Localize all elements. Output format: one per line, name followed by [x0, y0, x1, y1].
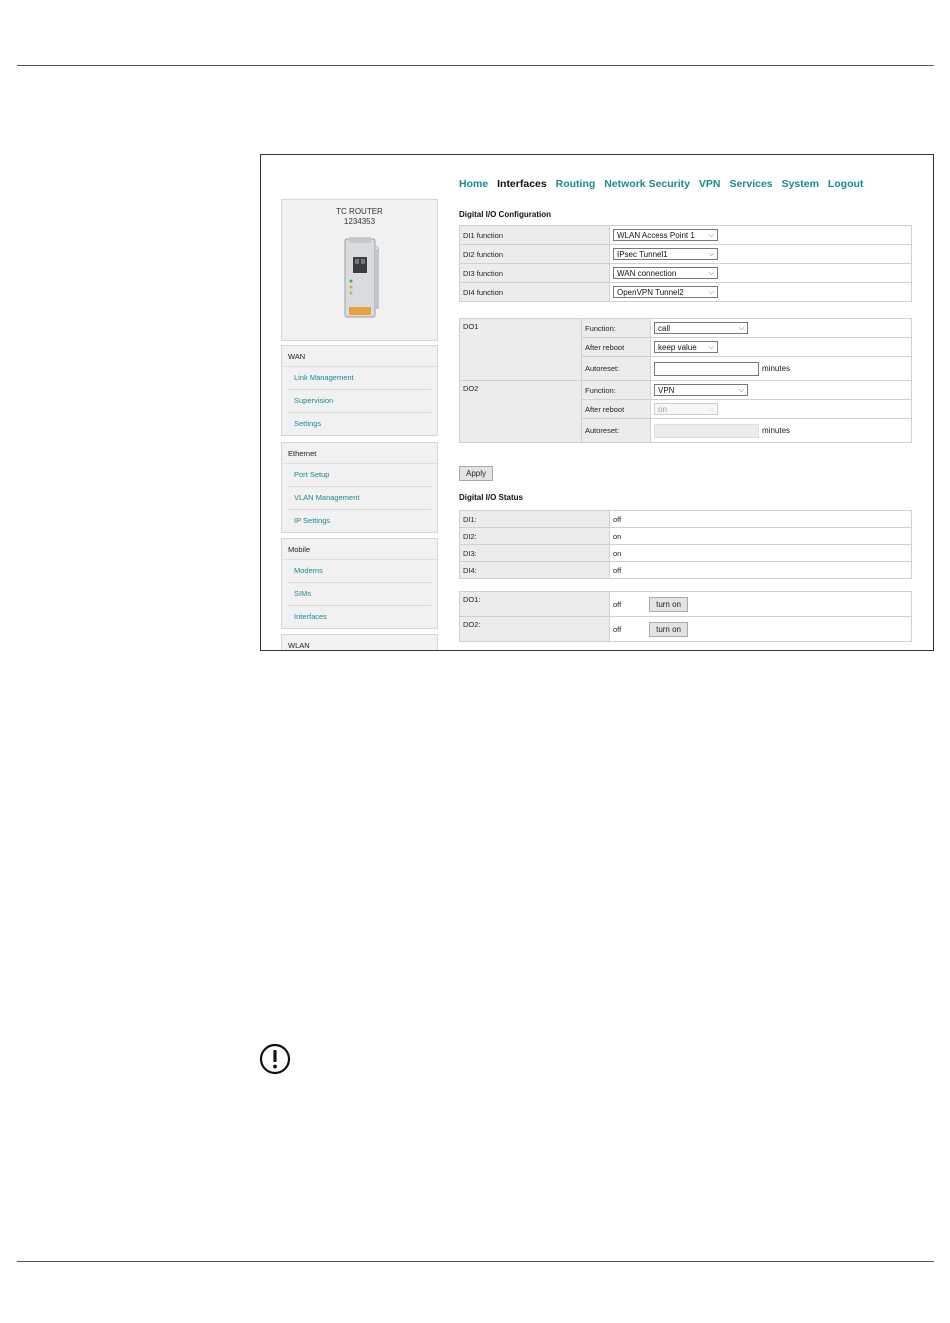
page-top-rule [17, 65, 934, 66]
do2-label: DO2 [460, 381, 582, 443]
table-row [460, 592, 912, 617]
status-section-title: Digital I/O Status [459, 493, 524, 502]
select-value: call [658, 324, 671, 333]
do1-autoreset-unit: minutes [762, 364, 791, 373]
di4-function-select[interactable] [613, 286, 718, 298]
do-config-table [459, 318, 912, 443]
sidebar-item-settings[interactable]: Settings [294, 419, 322, 428]
sidebar-group-title: WAN [282, 346, 437, 367]
do1-function-label: Function: [582, 319, 651, 338]
select-value: IPsec Tunnel1 [617, 250, 668, 259]
sidebar-item-supervision[interactable]: Supervision [288, 390, 431, 413]
select-value: OpenVPN Tunnel2 [617, 288, 684, 297]
sidebar-item-link-management[interactable]: Link Management [288, 367, 431, 390]
table-row [460, 528, 912, 545]
do2-function-select[interactable] [654, 384, 748, 396]
di4-label: DI4 function [460, 283, 610, 302]
do2-turn-on-button[interactable]: turn on [649, 622, 688, 637]
nav-network-security[interactable]: Network Security [604, 178, 690, 190]
chevron-down-icon: ⌵ [738, 325, 744, 332]
do1-reboot-label: After reboot [582, 338, 651, 357]
device-card [281, 199, 438, 341]
do1-autoreset-input[interactable] [654, 362, 759, 376]
table-row [460, 545, 912, 562]
di1-status-label: DI1: [460, 511, 610, 528]
do2-autoreset-unit: minutes [762, 426, 791, 435]
table-row [460, 264, 912, 283]
sidebar-item-port-setup[interactable]: Port Setup [288, 464, 431, 487]
di4-status-label: DI4: [460, 562, 610, 579]
do1-autoreset-label: Autoreset: [582, 357, 651, 381]
sidebar-group-wlan [281, 634, 438, 651]
sidebar-item-vlan-management[interactable]: VLAN Management [288, 487, 431, 510]
device-title: TC ROUTER [336, 207, 383, 216]
do1-label: DO1 [460, 319, 582, 381]
table-row [460, 617, 912, 642]
do1-reboot-select[interactable] [654, 341, 718, 353]
di3-status-label: DI3: [460, 545, 610, 562]
sidebar-group-wan [281, 345, 438, 436]
chevron-down-icon: ⌵ [708, 289, 714, 296]
sidebar-item-sims[interactable]: SIMs [288, 583, 431, 606]
di2-status-label: DI2: [460, 528, 610, 545]
select-value: WLAN Access Point 1 [617, 231, 695, 240]
do-status-table [459, 591, 912, 642]
sidebar-group-title: Ethernet [282, 443, 437, 464]
chevron-down-icon: ⌵ [708, 406, 714, 413]
do2-autoreset-label: Autoreset: [582, 419, 651, 443]
nav-routing[interactable]: Routing [555, 178, 596, 190]
config-section-title: Digital I/O Configuration [459, 210, 551, 219]
table-row [460, 226, 912, 245]
do2-reboot-select [654, 403, 718, 415]
chevron-down-icon: ⌵ [708, 251, 714, 258]
sidebar-item-interfaces[interactable]: Interfaces [294, 612, 327, 621]
page-bottom-rule [17, 1261, 934, 1262]
table-row [460, 511, 912, 528]
important-notice-icon [259, 1043, 291, 1075]
chevron-down-icon: ⌵ [708, 270, 714, 277]
di1-function-select[interactable] [613, 229, 718, 241]
di-status-table [459, 510, 912, 579]
di3-status-value: on [610, 545, 912, 562]
di1-label: DI1 function [460, 226, 610, 245]
di4-status-value: off [610, 562, 912, 579]
do2-status-label: DO2: [460, 617, 610, 642]
di2-status-value: on [610, 528, 912, 545]
select-value: WAN connection [617, 269, 677, 278]
di2-label: DI2 function [460, 245, 610, 264]
chevron-down-icon: ⌵ [708, 344, 714, 351]
do2-reboot-label: After reboot [582, 400, 651, 419]
device-name [282, 207, 437, 227]
device-article-number: 1234353 [343, 217, 376, 226]
sidebar-item-ip-settings[interactable]: IP Settings [294, 516, 331, 525]
do2-function-label: Function: [582, 381, 651, 400]
nav-services[interactable]: Services [729, 178, 773, 190]
nav-logout[interactable]: Logout [827, 178, 864, 190]
sidebar-group-mobile [281, 538, 438, 629]
di1-status-value: off [610, 511, 912, 528]
nav-home[interactable]: Home [459, 178, 489, 190]
router-device-image [337, 235, 383, 321]
chevron-down-icon: ⌵ [708, 232, 714, 239]
do1-status-value: off [613, 599, 622, 609]
sidebar-group-title: WLAN [282, 635, 437, 651]
sidebar-item-modems[interactable]: Modems [288, 560, 431, 583]
main-nav [459, 178, 869, 190]
table-row [460, 245, 912, 264]
di3-function-select[interactable] [613, 267, 718, 279]
di-config-table [459, 225, 912, 302]
table-row [460, 319, 912, 338]
do2-autoreset-input [654, 424, 759, 438]
do1-function-select[interactable] [654, 322, 748, 334]
chevron-down-icon: ⌵ [738, 387, 744, 394]
nav-system[interactable]: System [781, 178, 819, 190]
do1-status-label: DO1: [460, 592, 610, 617]
nav-interfaces[interactable]: Interfaces [497, 178, 547, 190]
nav-vpn[interactable]: VPN [698, 178, 721, 190]
table-row [460, 381, 912, 400]
sidebar-group-title: Mobile [282, 539, 437, 560]
table-row [460, 562, 912, 579]
select-value: on [658, 405, 667, 414]
select-value: VPN [658, 386, 675, 395]
select-value: keep value [658, 343, 697, 352]
table-row [460, 283, 912, 302]
router-web-ui-screenshot [260, 154, 934, 651]
do2-status-value: off [613, 624, 622, 634]
sidebar-group-ethernet [281, 442, 438, 533]
do1-turn-on-button[interactable]: turn on [649, 597, 688, 612]
apply-button[interactable]: Apply [459, 466, 493, 481]
di2-function-select[interactable] [613, 248, 718, 260]
di3-label: DI3 function [460, 264, 610, 283]
